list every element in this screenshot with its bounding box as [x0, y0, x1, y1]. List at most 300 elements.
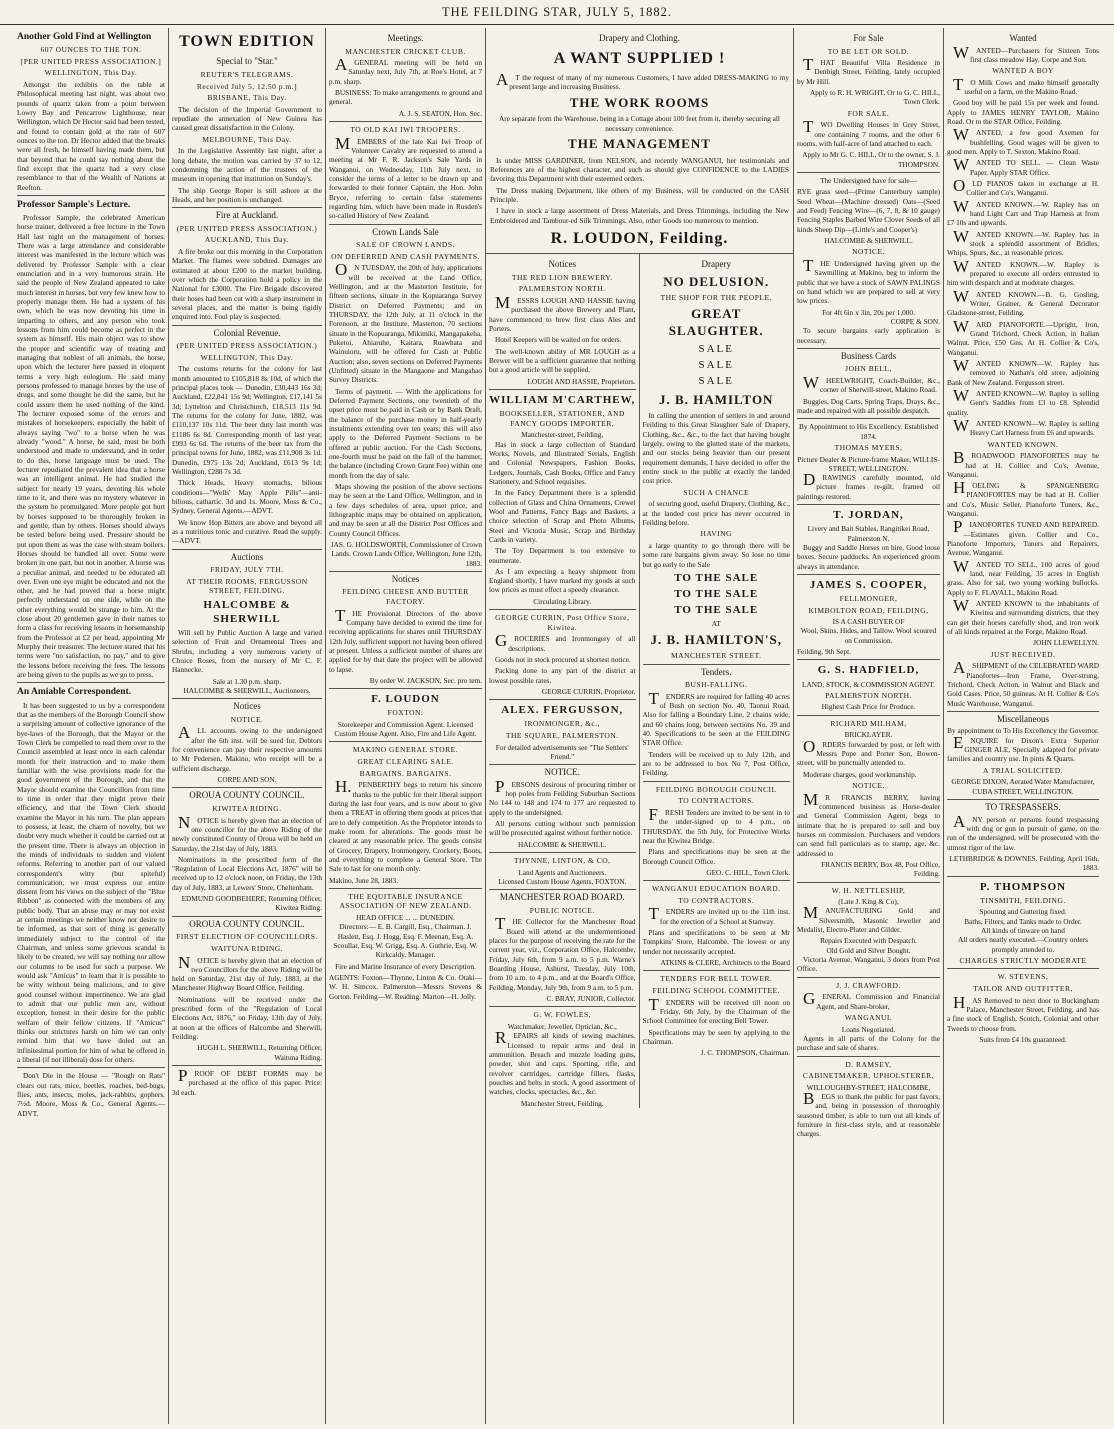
divider — [797, 977, 940, 978]
to-the-sale: TO THE SALE — [674, 588, 759, 601]
store-date: Makino, June 28, 1883. — [329, 875, 398, 885]
hamilton-body: In calling the attention of settlers in and around Feilding to this Great Slaughter Sale of Drapery, Clothing, &c., &c., to the fact that having bought largely, owing to the glutted state of the markets, and our stocks being heavier than our present requirement demands, I have decided to offer the entire stock to the public at exactly the landed cost price. — [642, 411, 790, 486]
crown-body: Terms of payment. — With the applications for Deferred Payment Sections, one twentieth of the upset price must be paid in Cash or by Bank Draft, the balance of the purchase money in half-yearly instalments extending over ten years; this will also apply to the Deferred Payment Sections to be offered at public auction. For the Cash Sections, one-fourth must be paid on the fall of the hammer, the balance (including Crown Grant Fee) within one month from the day of sale. — [329, 386, 482, 480]
milham-body: ORDERS forwarded by post, or left with Messrs Pope and Porter Son, Bowen-street, will be punctually attended to. — [797, 736, 940, 768]
crawford-note: Loans Negotiated. — [841, 1024, 896, 1034]
notice-price: For 4ft 6in x 3in, 20s per 1,000. — [822, 307, 915, 317]
mccarthew-body: The Toy Department is too extensive to enumerate. — [489, 546, 636, 565]
received-time: Received July 5, 12.50 p.m.] — [196, 81, 298, 91]
headline-gold-find: Another Gold Find at Wellington — [17, 32, 152, 42]
brewery-body: Hotel Keepers will be waited on for orders. — [495, 335, 622, 345]
jordan-name: T. JORDAN, — [833, 509, 904, 522]
loudon-signature: R. LOUDON, Feilding. — [550, 229, 729, 247]
article-correspondent-body: It has been suggested to us by a correspondent that as the members of the Borough Council show a surprising amount of collective ignorance of the bye-laws of the Borough, that the Mayor or the Town Clerk be compelled to read them over to the Council assembled at least once in each calendar month for their instruction and to make them familiar with the wise provisions made for the good government of the Borough, and that the Mayor should examine the Councillors from time to time in order that they might prove their efficiency, and that the Town Clerk should examine the Mayor in his turn. The plan appears to possess, at least, the charm of novelty, but we doubt very much whether it could be carried out at the present time. There is always an objection in the minds of individuals to sudden and violent reforms. Referring to another part of our valued correspondent's witty (but spiteful) communication, we must express our entire dissent from his views on the subject of the "Blue Ribbon" as connected with the members of any public body. That an abuse may or may not exist at certain meetings we neither know nor desire to be informed, as that sort of thing is generally immediately subject to the control of the Chairman, and unless some grievous scandal is likely to be created, we will say nothing nor allow our columns to be used for such a purpose. We would ask "Amicus" to learn that it is possible to be witty without being malicious, and to give good counsel without impertinence. We are glad to admit that our public men are, without exception, honest in their desire for the public welfare of their fellow citizens. If "Amicus" thinks our strictures harsh on him we can only remind him that we have doled out an infinitesimal portion for him of what he offered in a liberal (if not illiberal) dose for others. — [17, 700, 165, 1065]
trespass-body: ANY person or persons found trespassing with dog or gun in pursuit of game, on the run of the undersigned, will be prosecuted with the utmost rigor of the law. — [947, 811, 1099, 852]
masthead: THE FEILDING STAR, JULY 5, 1882. — [0, 0, 1114, 25]
column-meetings — [326, 28, 486, 1424]
hadfield-name: G. S. HADFIELD, — [817, 664, 920, 677]
divider — [797, 418, 940, 419]
loudon-body: Storekeeper and Commission Agent. Licensed Custom House Agent. Also, Fire and Life Agent. — [334, 719, 477, 739]
shop-tagline: THE SHOP FOR THE PEOPLE. — [660, 293, 772, 303]
wanted-ad: ASHIPMENT of the CELEBRATED WARD Pianofortes—Iron Frame, Over-strung, Trichord, Check Action, in Walnut and Black and Gold Cases. Price, 50 guineas. At H. Collier & Co's Music Warehouse, Wanganui. — [947, 658, 1099, 708]
wanted-ad: WARD PIANOFORTE.—Upright, Iron, Grand Trichord, Check Action, in Italian Walnut. Price, £50 Gns. At H. Collier & Co's, Wanganui. — [947, 316, 1099, 357]
dateline: WELLINGTON, This Day. — [200, 352, 294, 362]
notice-signature: EDMUND GOODBEHERE, Returning Officer, Kiwitea Riding. — [181, 894, 322, 913]
wanted-ad: WANTED KNOWN to the inhabitants of Kiwitea and surrounding districts, that they can get their horses carefully shod, and iron work of all kinds repaired at the Forge, Makino Road. — [947, 596, 1099, 637]
sale-word: SALE — [698, 375, 734, 388]
bell-name: JOHN BELL, — [845, 364, 892, 374]
drapery-body: I have in stock a large assortment of Dress Materials, and Dress Trimmings, including the New Embroidered and Tambour-ed Silk Trimmings. Also, other Goods too numerous to mention. — [490, 206, 789, 225]
notice-body: THE Undersigned having given up the Sawmilling at Makino, beg to inform the public that we have a stock of SAWN PALINGS on hand which we are prepared to sell at very low prices. — [797, 255, 940, 306]
tender-signature: ATKINS & CLERE, Architects to the Board — [660, 958, 790, 968]
for-sale-contact: Apply to R. H. WRIGHT, Or to G. C. HILL, Town Clerk. — [809, 88, 940, 107]
headline-fire: Fire at Auckland. — [172, 207, 322, 222]
sale-word: SALE — [698, 359, 734, 372]
meeting-title: MANCHESTER CRICKET CLUB. — [345, 46, 466, 56]
meeting-body: AGENERAL meeting will be held on Saturday next, July 7th, at Roe's Hotel, at 7 p.m. sharp. — [329, 55, 482, 86]
ramsey-trade: CABINETMAKER, UPHOLSTERER, — [802, 1071, 935, 1081]
column-news — [14, 28, 169, 1424]
wanted-ad: WANTED KNOWN.—W. Rapley has in stock a splendid assortment of Bridles, Whips, Spurs, &c., at reasonable prices. — [947, 226, 1099, 258]
meeting-signature: A. J. S. SEATON, Hon. Sec. — [398, 108, 482, 118]
section-business-cards: Business Cards — [797, 348, 940, 363]
advert-paragraph: Thick Heads, Heavy stomachs, bilious conditions—"Wells' May Apple Pills"—anti-bilious, cathartic. 3d and 1s. Moore, Moss & Co., Sydney, General Agents.—ADVT. — [172, 478, 322, 516]
meeting-body: MEMBERS of the late Kai Iwi Troop of Volunteer Cavalry are requested to attend a meeting at Mr F. R. Jackson's Sale Yards in Wanganui, on Wednesday, 11th July next, to consider the terms of a letter to be drawn up and forwarded to their former Captain, the Hon. John Bryce, referring to certain false statements regarding him, which have been made in Rusden's so-called History of New Zealand. — [329, 133, 482, 221]
brewery-signature: LOUGH AND HASSIE, Proprietors. — [527, 376, 636, 386]
trespass-title: TO TRESPASSERS. — [947, 799, 1099, 814]
divider — [489, 852, 636, 853]
dateline: BRISBANE, This Day. — [207, 93, 287, 103]
section-for-sale: For Sale — [853, 33, 884, 43]
divider — [329, 741, 482, 742]
currin-body: Packing done to any part of the district at lowest possible rates. — [489, 666, 636, 685]
section-notices: Notices — [548, 259, 576, 270]
subhead-gold: 607 OUNCES TO THE TON. — [40, 45, 142, 55]
tender-body: Specifications may be seen by applying to the Chairman. — [642, 1027, 790, 1046]
headline-revenue: Colonial Revenue. — [172, 325, 322, 340]
column-drapery — [486, 28, 794, 1424]
fergusson-address: THE SQUARE, PALMERSTON. — [505, 730, 619, 740]
thompson-name: P. THOMPSON — [979, 880, 1067, 893]
crown-subtitle: SALE OF CROWN LANDS. — [356, 240, 455, 250]
bell-body: WHEELWRIGHT, Coach-Builder, &c., corner of Sherwill-street, Makino Road. — [803, 372, 940, 395]
no-delusion-title: NO DELUSION. — [663, 273, 770, 289]
section-notices: Notices — [329, 571, 482, 586]
wanted-ad: WANTED TO SELL, 100 acres of good land, near Feilding, 35 acres in English grass. Also for sal, two young working bullocks. Apply to F. FLAVALL, Makino Road. — [947, 556, 1099, 597]
tender-body: Tenders will be received up to July 12th, and are to be addressed to box No 7, Post Office, Feilding. — [642, 749, 790, 778]
tender-body: Plans and specifications to be seen at Mr Tompkins' Store, Halcombe. The lowest or any tender not necessarily accepted. — [642, 928, 790, 956]
section-drapery: Drapery — [701, 259, 731, 270]
thynne-agents: Licensed Custom House Agents, FOXTON. — [498, 876, 627, 886]
currin-body: Goods not in stock procured at shortest notice. — [495, 654, 631, 664]
loudon-town: FOXTON. — [387, 708, 424, 718]
for-sale-title: TO BE LET OR SOLD. — [827, 46, 910, 56]
crown-body: Maps showing the position of the above sections may be seen at the Land Office, Wellington, and in a few days schedules of area, upset price, and lithographic maps may be obtained on application, and may be seen at all the District Post Offices and County Council Offices. — [329, 481, 482, 538]
wanted-ad: WANTED KNOWN.—W. Rapley is prepared to execute all orders entrusted to him with despatch and at moderate charges. — [947, 256, 1099, 288]
stevens-body: HAS Removed to next door to Buckingham Palace, Manchester Street, Feilding, and has a fine stock of English, Scotch, Colonial and other Tweeds to choose from. — [947, 992, 1099, 1033]
fergusson-note: For detailed advertisements see "The Settlers' Friend." — [495, 742, 629, 761]
mccarthew-trade: BOOKSELLER, STATIONER, AND FANCY GOODS IMPORTER, — [499, 409, 625, 428]
wanted-ad: HOELING & SPANGENBERG PIANOFORTES may be had at H. Collier and Co's, Music Seller, Pianoforte Tuners, &c., Wanganui. — [947, 478, 1099, 519]
notice-subtitle: KIWITEA RIDING. — [212, 803, 282, 813]
management-title: THE MANAGEMENT — [568, 135, 711, 151]
insurance-tagline: Fire and Marine Insurance of every Description. — [335, 961, 476, 971]
road-board-body: THE Collector for the Manchester Road Board will attend at the undermentioned places for the purpose of receiving the rate for the current year, viz., Corporation Office, Halcombe, Friday, July 6th, from 9 a.m. to 5 p.m. Warne's Boarding House, Ashurst, Tuesday, July 10th, from 10 a.m. to 4 p.m., and at the Board's Office, Feilding, Monday, July 9th, from 9 a.m. to 5 p.m. — [489, 914, 636, 992]
cooper-name: JAMES S. COOPER, — [809, 578, 928, 591]
road-board-signature: C. BRAY, JUNIOR, Collector. — [546, 994, 636, 1004]
tender-body: TENDERS will be received till noon on Friday, 6th July, by the Chairman of the School Committee for erecting Bell Tower. — [642, 994, 790, 1026]
notice-body: NOTICE is hereby given that an election of one councillor for the above Riding of the newly constituted County of Oroua will be held on Saturday, the 21st day of July, 1883. — [172, 812, 322, 853]
insurance-title: THE EQUITABLE INSURANCE ASSOCIATION OF NEW ZEALAND. — [339, 891, 472, 911]
advert-rough-on-rats: Don't Die in the House — "Rough on Rats" clears out rats, mice, beetles, roaches, bed-bugs, flies, ants, insects, moles, jack-rabbits, gophers. 7½d. Moore, Moss & Co., General Agents.—ADVT. — [17, 1071, 165, 1118]
divider — [797, 172, 940, 173]
fowles-address: Manchester Street, Feilding. — [520, 1098, 604, 1108]
tender-body: TENDERS are required for falling 40 acres of Bush on section No. 40, Taonui Road. Also for falling a Boundary Line, 2 chains wide, and 60 chains long, between sections No. 39 and 40. Specifications to be seen at the FEILDING STAR Office. — [642, 688, 790, 748]
public-notice-title: PUBLIC NOTICE. — [529, 905, 595, 915]
berry-body: MR FRANCIS BERRY, having commenced business as Horse-dealer and General Commission Agent, begs to intimate that he is prepared to sell and buy horses on commission. Purchasers and vendors can send full particulars as to stamp, age, &c. addressed to — [797, 789, 940, 858]
mccarthew-address: Manchester-street, Feilding, — [521, 430, 604, 440]
want-supplied-title: A WANT SUPPLIED ! — [553, 49, 726, 67]
milham-name: RICHARD MILHAM, — [830, 718, 907, 728]
source-note: (PER UNITED PRESS ASSOCIATION.) — [176, 223, 318, 233]
tender-body: TENDERS are invited up to the 11th inst. for the erection of a School at Stanway. — [648, 904, 790, 926]
hamilton-name: J. B. HAMILTON — [659, 391, 774, 407]
nettleship-name: W. H. NETTLESHIP, — [831, 885, 906, 895]
source-note: [PER UNITED PRESS ASSOCIATION.] — [20, 56, 162, 66]
wanted-ad: WANTED—Purchasers for Sixteen Tons first class meadow Hay. Corpe and Son. — [953, 42, 1099, 64]
crawford-name: J. J. CRAWFORD. — [836, 980, 901, 990]
notice-signature: CORPE AND SON. — [217, 775, 277, 785]
timber-signature: HALCOMBE & SHERWILL. — [517, 839, 607, 849]
headline-correspondent: An Amiable Correspondent. — [17, 687, 132, 698]
timber-body: All persons cutting without such permission will be prosecuted against without further notice. — [489, 819, 636, 838]
insurance-agents: AGENTS: Foxton—Thynne, Linton & Co. Otaki—W. H. Simcox. Palmerston—Messrs Stevens & Gorton. Feilding—W. Reading. Marton—H. Jolly. — [329, 973, 482, 1001]
wanted-ad: Good boy will be paid 15s per week and found. Apply to JAMES HENRY TAYLOR, Makino Road. Or to the STAR Office, Feilding. — [947, 98, 1099, 127]
timber-body: PERSONS desirous of procuring timber or hop poles from Feilding Suburban Sections No 144 to 148 and 174 to 177 are requested to apply to the undersigned. — [489, 776, 636, 817]
road-board-title: MANCHESTER ROAD BOARD. — [489, 889, 636, 904]
tender-signature: J. C. THOMPSON, Chairman. — [700, 1048, 790, 1058]
nettleship-address: Victoria Avenue, Wanganui, 3 doors from Post Office. — [797, 955, 940, 974]
for-sale-signature: HALCOMBE & SHERWILL. — [824, 235, 913, 245]
for-sale-body: TWO Dwelling Houses in Grey Street, one containing 7 rooms, and the other 6 rooms, with half-acre of land attached to each. — [797, 117, 940, 148]
berry-signature: FRANCIS BERRY, Box 48, Post Office, Feilding. — [821, 859, 940, 879]
crawford-town: WANGANUI. — [844, 1013, 893, 1023]
thompson-trade: TINSMITH, FEILDING. — [980, 895, 1066, 905]
meeting-body: BUSINESS: To make arrangements re ground and general. — [329, 88, 482, 107]
sale-word: SALE — [698, 343, 734, 356]
myers-trade: Picture Dealer & Picture-frame Maker, WILLIS-STREET, WELLINGTON. — [797, 454, 940, 473]
notice-body: To secure bargains early application is necessary. — [797, 326, 940, 345]
notice-body: Nominations will be received under the prescribed form of the "Regulation of Local Elections Act, 1876," on Friday, 13th day of July, at noon at the offices of Halcombe and Sherwill, Feilding. — [172, 994, 322, 1042]
dixon-signature: GEORGE DIXON, Aerated Water Manufacturer, CUBA STREET, WELLINGTON. — [951, 777, 1095, 796]
divider — [489, 1006, 636, 1007]
notice-body: THE Provisional Directors of the above Company have decided to extend the time for receiving applications for shares until THURSDAY 12th July, sufficient support not having been offered at present. Unless a sufficient number of shares are applied for by that date the project will be allowed to lapse. — [329, 605, 482, 674]
section-notices: Notices — [172, 698, 322, 713]
currin-title: GEORGE CURRIN, Post Office Store, Kiwitea. — [495, 613, 630, 632]
ramsey-address: WILLOUGHBY-STREET, HALCOMBE, — [806, 1082, 931, 1092]
chance-title: SUCH A CHANCE — [683, 487, 750, 497]
wanted-title: JUST RECEIVED. — [990, 649, 1056, 659]
wanted-ad: WANTED KNOWN.—W. Rapley has on hand Light Cart and Trap Harness at from £7 10s and upwards. — [947, 196, 1099, 228]
having-title: HAVING — [700, 529, 733, 539]
wanted-title: WANTED A BOY — [992, 66, 1054, 76]
auction-time: Sale at 1.30 p.m. sharp. — [212, 676, 282, 686]
news-paragraph: The decision of the Imperial Government to repudiate the annexation of New Guinea has caused great dissatisfaction in the Colony. — [172, 104, 322, 133]
hadfield-note: Highest Cash Price for Produce. — [821, 702, 916, 712]
auction-date: FRIDAY, JULY 7TH. — [210, 565, 284, 575]
wanted-title: WANTED KNOWN. — [987, 439, 1059, 449]
column-for-sale — [794, 28, 944, 1424]
for-sale-intro: The Undersigned have for sale— — [820, 175, 917, 185]
milham-trade: BRICKLAYER. — [844, 730, 893, 740]
mccarthew-body: Has in stock a large collection of Standard Works, Novels, and Illustrated Serials, English and Colonial Newspapers, Fashion Books, Ledgers, Journals, Cash Books, Office and Fancy Stationery, and School requisites. — [489, 439, 636, 486]
divider — [489, 699, 636, 700]
tender-signature: GEO. C. HILL, Town Clerk. — [706, 867, 790, 877]
wanted-ad: WANTED KNOWN—W. Rapley is selling Heavy Cart Harness from £6 and upwards. — [953, 415, 1099, 438]
wanted-ad: WANTED KNOWN—W. Rapley is selling Gent's Saddles from £3 to £8. Splendid quality. — [947, 385, 1099, 417]
wanted-ad: WANTED KNOWN.—B. G. Gosling, Writer, Grainer, & General Decorator Gladstone-street, Feilding. — [947, 286, 1099, 318]
thompson-charges: CHARGES STRICTLY MODERATE — [959, 955, 1087, 965]
jordan-trade: Livery and Bait Stables, Rangitikei Road, Palmerston N. — [807, 524, 930, 543]
reuter-label: REUTER'S TELEGRAMS. — [200, 69, 294, 79]
hamilton-body: a large quantity to go through there will be some rare bargains given away. So lose no time but go early to the Sale — [642, 540, 790, 569]
notice-title: NOTICE. — [489, 764, 636, 779]
divider — [643, 781, 791, 782]
myers-body: DRAWINGS carefully mounted, old picture frames re-gilt, framed oil paintings restored. — [797, 470, 940, 501]
bell-body: Buggies, Dog Carts, Spring Traps, Drays, &c., made and repaired with all possible despatch. — [797, 396, 940, 415]
divider — [329, 688, 482, 689]
dateline: WELLINGTON, This Day. — [44, 68, 138, 78]
drapery-body: The Dress making Department, like others of my Business, will be conducted on the CASH Principle. — [490, 185, 789, 204]
notice-signature: CORPE & SON. — [890, 316, 940, 326]
subcolumn-drapery-sale — [640, 254, 794, 1108]
ramsey-body: BEGS to thank the public for past favors, and, being in possession of thoroughly seasoned timber, is able to turn out all kinds of furniture in first-class style, and at reasonable charges. — [797, 1089, 940, 1139]
tender-title: WANGANUI EDUCATION BOARD. — [651, 884, 781, 894]
drapery-body: Are separate from the Warehouse, being in a Cottage about 100 feet from it, thereby securing all necessary convenience. — [499, 114, 780, 133]
divider — [947, 968, 1099, 969]
drapery-advert — [486, 31, 793, 254]
news-paragraph: In the Legislative Assembly last night, after a long debate, the motion was carried by 37 to 12, condemning the action of the trustees of the museum in opening that institution on Sunday's. — [172, 146, 322, 184]
myers-name: THOMAS MYERS, — [834, 442, 903, 452]
currin-signature: GEORGE CURRIN, Proprietor. — [541, 686, 636, 696]
loudon-name: F. LOUDON — [371, 693, 440, 706]
section-auctions: Auctions — [172, 549, 322, 564]
auction-body: Will sell by Public Auction A large and varied selection of Fruit and Ornamental Trees and Shrubs, including a very numerous variety of Choice Roses, from the nursery of Mr C. F. Hannecke. — [172, 628, 322, 675]
jordan-body: Buggy and Saddle Horses on hire. Good loose boxes. Secure paddocks. An experienced groom always in attendance. — [797, 542, 940, 571]
fowles-body: REPAIRS all kinds of sewing machines. Licensed to repair arms and deal in ammunition. Breach and muzzle loading guns, powder, shot and caps. Sporting, rifle, and revolver cartridges, cartridge fillers, flasks, pouches and belts in stock. A good assortment of watches, clocks, spectacles, &c., &c. — [489, 1028, 636, 1097]
tender-title: BUSH-FALLING. — [685, 680, 748, 690]
wanted-ad: WANTED, a few good Axemen for bushfelling. Good wages will be given to good men. Apply to T. Sexton, Makino Road. — [947, 125, 1099, 157]
section-meetings: Meetings. — [387, 33, 424, 43]
divider — [643, 880, 791, 881]
for-sale-contact: Apply to Mr G. C. HILL, Or to the owner, S. J. THOMPSON. — [802, 150, 940, 169]
divider — [329, 888, 482, 889]
mccarthew-library: Circulating Library. — [533, 596, 592, 606]
store-subtitle: GREAT CLEARING SALE. — [357, 757, 454, 767]
notice-title: NOTICE. — [852, 247, 885, 257]
work-rooms-title: THE WORK ROOMS — [569, 94, 710, 110]
cooper-body: Wool, Skins, Hides, and Tallow. Wool scoured on Commission. — [800, 626, 937, 645]
cooper-date: Feilding, 9th Sept. — [797, 647, 851, 657]
store-title: MAKINO GENERAL STORE. — [352, 745, 459, 755]
wanted-ad: WANTED KNOWN—W. Rapley has removed to Nathan's old store, adjoining Bank of New Zealand. Fergusson street. — [947, 355, 1099, 387]
insurance-office: HEAD OFFICE ... ... DUNEDIN. — [356, 913, 455, 923]
thompson-line: All orders neatly executed.—Country orders promptly attended to. — [958, 935, 1088, 954]
hamilton-street: MANCHESTER STREET. — [670, 651, 762, 661]
divider — [797, 1056, 940, 1057]
thompson-line: All kinds of tinware on hand — [981, 925, 1065, 935]
crown-subtitle: ON DEFERRED AND CASH PAYMENTS. — [331, 251, 480, 261]
notice-body: Nominations in the prescribed form of the "Regulation of Local Elections Act, 1876" will be received up to 12 o'clock noon, on Friday, the 13th day of July, 1883, at Lewers' Store, Cheltenham. — [172, 854, 322, 892]
for-sale-title: FOR SALE. — [847, 108, 890, 118]
tender-title: FEILDING BOROUGH COUNCIL — [655, 784, 777, 794]
divider — [797, 504, 940, 505]
notice-title: FEILDING CHEESE AND BUTTER FACTORY. — [342, 587, 469, 606]
divider — [643, 970, 791, 971]
dixon-body: ENQUIRE for Dixon's Extra Superior GINGER ALE, Specially adapted for private families and country use. In pints & Quarts. — [947, 732, 1099, 764]
divider — [797, 659, 940, 660]
trespass-signature: LETHBRIDGE & DOWNES. Feilding, April 16th, 1883. — [949, 853, 1099, 873]
wanted-ad: WANTED TO SELL. — Clean Waste Paper. Apply STAR Office. — [953, 155, 1099, 177]
divider — [17, 1067, 165, 1068]
divider — [172, 1065, 322, 1066]
nettleship-former: (Late J. King & Co), — [838, 897, 899, 907]
news-paragraph: A fire broke out this morning in the Corporation Market. The flames were subdued. Damages are estimated at about £200 to the market building, over which the Corporation hold a policy in the National for £3000. The Fire Brigade discovered their hoses had been cut with a sharp instrument in several places, and the matter is being rigidly enquired into. Foul play is suspected. — [172, 247, 322, 322]
section-tenders: Tenders. — [643, 664, 791, 679]
brewery-title: THE RED LION BREWERY. — [511, 272, 613, 282]
cooper-address: KIMBOLTON ROAD, FEILDING, — [808, 605, 929, 615]
section-wanted: Wanted — [1009, 33, 1037, 43]
wanted-ad: BROADWOOD PIANOFORTES may be had at H. Collier and Co's, Avenue, Wanganui. — [947, 448, 1099, 479]
section-miscellaneous: Miscellaneous — [947, 711, 1099, 726]
notice-title: OROUA COUNTY COUNCIL. — [172, 916, 322, 931]
to-the-sale: TO THE SALE — [674, 571, 759, 584]
divider — [17, 682, 165, 683]
column-wanted — [944, 28, 1102, 1424]
notice-signature: HUGH L. SHERWILL, Returning Officer, Waituna Riding. — [197, 1043, 322, 1062]
divider — [797, 574, 940, 575]
ramsey-name: D. RAMSEY, — [845, 1059, 892, 1069]
drapery-subcolumns — [486, 254, 793, 1108]
fowles-trade: Watchmaker, Jeweller, Optician, &c., — [507, 1021, 617, 1031]
wanted-signature: JOHN LLEWELLYN. — [1033, 638, 1099, 648]
notice-body: NOTICE is hereby given that an election of two Councillors for the above Riding will be held on Saturday, 21st day of July, 1883, at the Manchester Highway Board Office, Feilding. — [172, 952, 322, 993]
brewery-body: MESSRS LOUGH AND HASSIE having purchased the above Brewery and Plant, have commenced to brew first class Ales and Porters. — [489, 293, 636, 333]
crawford-body: GENERAL Commission and Financial Agent, and Share-broker, — [803, 989, 940, 1011]
cooper-trade: FELLMONGER, — [839, 593, 898, 603]
divider — [329, 121, 482, 122]
cooper-buyer: IS A CASH BUYER OF — [832, 617, 905, 627]
milham-body: Moderate charges, good workmanship. — [803, 769, 917, 779]
tender-subtitle: TO CONTRACTORS. — [678, 796, 755, 806]
section-drapery: Drapery and Clothing. — [599, 33, 680, 43]
notice-title: NOTICE. — [230, 714, 264, 724]
auction-venue: AT THEIR ROOMS, FERGUSSON STREET, FEILDING. — [186, 576, 308, 596]
news-paragraph: The customs returns for the colony for last month amounted to £105,818 8s 10d, of which the principal places took — Dunedin, £30,443 16s 3d; Auckland, £22,841 15s 9d; Wellington, £17,141 5s 3d; Lyttelton and Christchurch, £18,513 11s 9d. The returns for the colony for June, 1882, was £110,137 10s 11d. The beer duty last month was £1186 6s 8d. Corresponding month of last year, £993 6s 6d. The returns of the beer tax from the principal towns for June, 1882, was £11,908 3s 1d. Dunedin, £975 13s 2d; Auckland, £613 9s 1d; Wellington, £288 7s 3d. — [172, 364, 322, 476]
crown-signature: JAS. G. HOLDSWORTH, Commissioner of Crown Lands. Crown Lands Office, Wellington, June 12th, 1883. — [330, 539, 482, 568]
drapery-body: AT the request of many of my numerous Customers, I have added DRESS-MAKING to my present large and increasing Business. — [496, 69, 789, 92]
hamilton-body: of securing good, useful Drapery, Clothing, &c., at the landed cost price has never occurred in Feilding before. — [642, 499, 790, 528]
notice-body: ALL accounts owing to the undersigned after the 6th inst. will be sued for. Debtors for convenience can pay their respective amounts to Mr Pedersen, Makino, who receipt will be a sufficient discharge. — [172, 723, 322, 773]
notice-signature: By order W. JACKSON, Sec. pro tem. — [369, 675, 482, 685]
great-slaughter-title: GREAT SLAUGHTER. — [668, 306, 764, 338]
currin-body: GROCERIES and Ironmongery of all descriptions. — [495, 631, 636, 653]
divider — [947, 876, 1099, 877]
tender-subtitle: FEILDING SCHOOL COMMITTEE. — [652, 986, 780, 996]
crawford-body: Agents in all parts of the Colony for the purchase and sale of shares. — [797, 1033, 940, 1053]
hadfield-trade: LAND, STOCK, & COMMISSION AGENT. — [802, 679, 935, 689]
article-gold-body: Amongst the exhibits on the table at Philosophical meeting last night, was about two pounds of quartz taken from a point between Lowry Bay and Pencarrow Lighthouse, near Wellington, which Dr Hector said had been tested, and found to contain gold at the rate of 607 ounces to the ton. Dr Hector added that the breaks were all fresh, he himself having made them, but that beyond that he could say nothing about the find except that the quartz had a very close resemblance to that of the Wealth of Nations at Reefton. — [17, 79, 165, 192]
at-label: AT — [711, 619, 721, 629]
divider — [797, 882, 940, 883]
auction-signature: HALCOMBE & SHERWILL, Auctioneers. — [183, 686, 311, 695]
tender-body: Plans and specifications may be seen at the Borough Council Office. — [642, 847, 790, 866]
dateline: AUCKLAND, This Day. — [204, 235, 290, 245]
notice-subtitle: WAITUNA RIDING. — [210, 943, 284, 953]
fowles-name: G. W. FOWLES, — [533, 1010, 592, 1020]
notice-title: NOTICE. — [852, 781, 885, 790]
town-edition-title: TOWN EDITION — [179, 33, 315, 50]
store-subtitle: BARGAINS. BARGAINS. — [359, 768, 452, 778]
columns — [14, 28, 1102, 1424]
subcolumn-notices — [486, 254, 640, 1108]
divider — [797, 715, 940, 716]
notice-body: PROOF OF DEBT FORMS may be purchased at the office of this paper. Price: 3d each. — [172, 1066, 322, 1097]
headline-lecture: Professor Sample's Lecture. — [17, 199, 131, 210]
divider — [489, 389, 636, 390]
brewery-town: PALMERSTON NORTH. — [518, 284, 606, 294]
to-the-sale: TO THE SALE — [674, 604, 759, 617]
source-note: (PER UNITED PRESS ASSOCIATION.) — [176, 341, 318, 351]
hamilton-store: J. B. HAMILTON'S, — [650, 631, 782, 647]
mccarthew-body: As I am expecting a heavy shipment from England shortly, I have marked my goods at such low prices as must effect a speedy clearance. — [489, 566, 636, 595]
drapery-body: Is under MISS GARDINER, from NELSON, and recently WANGANUI, her testimonials and References are of the highest character, and such as should give CONFIDENCE to the LADIES favoring this Department with their esteemed orders. — [490, 155, 789, 184]
thompson-line: Baths, Filters, and Tanks made to Order. — [964, 916, 1082, 926]
news-paragraph: The ship George Roper is still ashore at the Heads, and her position is unchanged. — [172, 185, 322, 204]
thynne-trade: Land Agents and Auctioneers. — [518, 867, 607, 877]
wanted-ad: TO Milk Cows and make himself generally useful on a farm, on the Makino Road. — [953, 74, 1099, 97]
advert-paragraph: We know Hop Bitters are above and beyond all as a nutritious tonic and curative. Read the supply.—ADVT. — [172, 517, 322, 546]
fergusson-name: ALEX. FERGUSSON, — [501, 704, 624, 717]
nettleship-body: MANUFACTURING Gold and Silversmith, Masonic Jeweller and Medalist, Electro-Plater and Gilder. — [797, 903, 940, 935]
stevens-name: W. STEVENS, — [997, 972, 1049, 982]
nettleship-note: Repairs Executed with Despatch. — [820, 936, 917, 946]
stevens-trade: TAILOR AND OUTFITTER, — [973, 984, 1073, 994]
special-label: Special to "Star." — [216, 56, 278, 67]
thynne-name: THYNNE, LINTON, & CO, — [513, 856, 611, 866]
dixon-appointment: By appointment to To His Excellency the Governor. — [947, 726, 1099, 736]
mccarthew-body: In the Fancy Department there is a splendid collection of Glass and China Ornaments, Crewel Wool and Patterns, Fancy Bags and Baskets, a choice selection of Scrap and Photo Albums, Steel and Victoria Music, Scrap and Birthday Cards in variety. — [489, 488, 636, 544]
for-sale-body: THAT Beautiful Villa Residence in Denbigh Street, Feilding, lately occupied by Mr Hill. — [797, 55, 940, 86]
column-town-edition — [169, 28, 326, 1424]
divider — [17, 195, 165, 196]
store-body: H.PENBERTHY begs to return his sincere thanks to the public for their liberal support during the last four years, and is now about to give them a TREAT in offering them goods at prices that are to defy competition. As the Proprietor intends to make room for alterations. The goods must be cleared at any reasonable price. The goods consist of Grocery, Drapery, Ironmongery, Crockery, Boots, and everything to complete a General Store. The Sale to last for one month only. — [329, 777, 482, 874]
insurance-directors: Directors:— E. B. Cargill, Esq., Chairman. J. Haslett, Esq. J. Hogg, Esq. F. Meenan, Esq. A. Scoullar, Esq. W. Grigg, Esq. A. Guthrie, Esq. W. Kirkcaldy, Manager. — [333, 922, 478, 960]
myers-appointment: By Appointment to His Excellency. Established 1874. — [799, 422, 938, 441]
brewery-body: The well-known ability of MR LOUGH as a Brewer will be a sufficient guarantee that nothing but a good article will be supplied. — [489, 346, 636, 375]
notice-subtitle: FIRST ELECTION OF COUNCILLORS. — [176, 932, 318, 942]
notice-title: OROUA COUNTY COUNCIL. — [172, 787, 322, 802]
dateline: MELBOURNE, This Day. — [202, 134, 292, 144]
tender-subtitle: TO CONTRACTORS. — [678, 895, 755, 905]
meeting-title: TO OLD KAI IWI TROOPERS. — [350, 125, 461, 135]
for-sale-list: RYE grass seed—(Prime Canterbury sample) Seed Wheat—(Machine dressed) Oats—(Seed and Feed) Fencing Wire—(6, 7, 8, & 10 gauge) Fencing Staples Barbed Wire Clover Seeds of all kinds Sheep Dip—(Little's and Cooper's) — [797, 187, 940, 234]
fergusson-trade: IRONMONGER, &c., — [524, 719, 600, 729]
article-lecture-body: Professor Sample, the celebrated American horse trainer, delivered a free lecture in the Town Hall last night on the management of horses. There was a large attendance and considerable interest was manifested in the lecture which was delivered by Professor Sample with a clear enunciation and in a very humorous strain. He said the people of New Zealand appeared to take much interest in horses, but very few knew how to properly manage them. He had a system of his own, which he was now devoting his time in imparting to others, and any person who took lessons from him could become as perfect in the system as himself. His main object was to show the proper and scientific way of treating and managing that noblest of all animals, the horse, upon which the lecturer here passed in eloquent terms a very high eulogium. He said many persons professed to manage horses by the use of drugs, and some thought he did the same, but he could assure them he used nothing of the kind. The lecturer exposed some of the errors and mistakes of horsekeepers, especially the habit of always saying "wo" to a horse when he was already "wood." A horse, he said, must be both understood and made to understand, and in order to do this, horse language must be used. The lecturer repudiated the prevalent idea that a horse was an intelligent animal. He had studied the subject for nearly 19 years, devoting his whole time to it, and there was no mystery whatever in the system he promulgated. More people got hurt by horses supposed to be thoroughly broken in and gentle, than by others. Horses should always be tested before being used. Pressure should be put upon them as was the case with steam boilers. Horses should be handled all over. Some were broken in one part, but not in another. A horse was a peculiar animal, and needed to be educated all over. Even one eye might be educated and not the other, and he had proved that a horse might perfectly understand on one side, while on the other everything would be strange to him. At the close about 20 gentlemen gave in their names to form a class for receiving lessons in horsemanship from the Professor at £2 per head, appointing Mr Murphy their treasurer. The lecturer stated that his terms were "no satisfaction, no pay," and to give the lessons before receiving the fees. The lessons are being given to the pupils as we go to press. — [17, 213, 165, 680]
tender-body: FRESH Tenders are invited to be sent in to the under-signed up to 4 p.m., on THURSDAY, the 5th July, for Protective Works near the Kiwitea Bridge. — [642, 804, 790, 845]
crown-body: ON TUESDAY, the 20th of July, applications will be received at the Land Office, Wellington, and at the Masterton Institute, for fifteen sections, situate in the Kopuaranga Survey District on Deferred Payments; and on THURSDAY, the 12th July, at 11 o'clock in the Forenoon, at the Institute, Masterton, 70 sections situate in the Kopuaranga, Mikimiki, Mangapakeha, Puketoi, Ahiaruhe, Kaitara, Ruawhata and Wainuioru, will be offered for Cash at Public Auction; also, seven sections on Deferred Payments (Unfitted) situate in the Mangaone and Mangahao Survey Districts. — [329, 260, 482, 385]
thompson-line: Spouting and Guttering fixed. — [979, 907, 1067, 917]
